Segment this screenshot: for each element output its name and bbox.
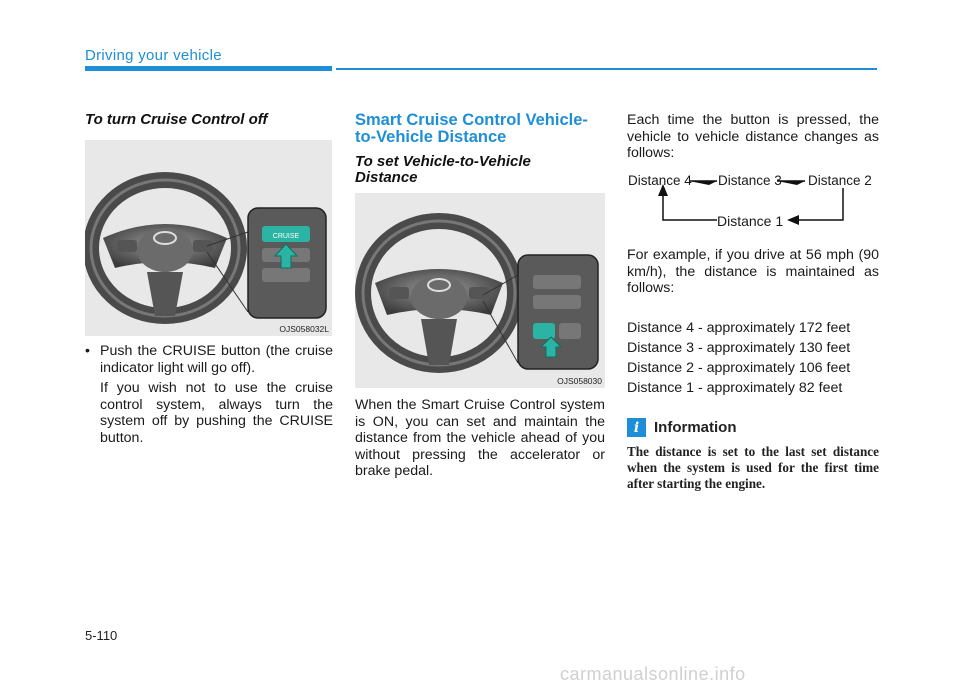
watermark: carmanualsonline.info [560,664,746,684]
steering-wheel-illustration-2 [355,193,605,388]
set-distance-heading-line2: Distance [355,169,418,186]
steering-wheel-figure-cruise-off [85,140,332,336]
distance-cycle-diagram [627,170,882,232]
distance-value-3: Distance 3 - approximately 130 feet [627,340,851,356]
header-rule-thick [85,66,332,71]
distance-2-label: Distance 2 [808,173,872,188]
scc-paragraph: When the Smart Cruise Control system is ON, you can set and maintain the distance from the vehicle ahead of you without pressing the accelerator or brake pedal. [355,397,605,479]
distance-value-2: Distance 2 - approximately 106 feet [627,360,851,376]
distance-intro: Each time the button is pressed, the vehicle to vehicle distance changes as follows: [627,112,879,161]
bullet-marker: • [85,343,90,359]
info-text: The distance is set to the last set distance when the system is used for the first time after starting the engine. [627,444,879,491]
distance-values-list [627,318,850,398]
info-title: Information [654,419,737,436]
steering-wheel-illustration [85,140,332,336]
steering-wheel-figure-distance [355,193,605,388]
cruise-off-heading: To turn Cruise Control off [85,111,268,128]
cruise-off-paragraph: If you wish not to use the cruise control system, always turn the system off by pushing the CRUISE button. [100,380,333,446]
bullet-push-cruise: Push the CRUISE button (the cruise indicator light will go off). [100,343,333,376]
distance-4-label: Distance 4 [628,173,692,188]
distance-example: For example, if you drive at 56 mph (90 km/h), the distance is maintained as follows: [627,247,879,296]
section-title: Driving your vehicle [85,47,222,64]
cruise-button-label: CRUISE [272,233,300,240]
distance-1-label: Distance 1 [717,213,784,229]
set-distance-heading-line1: To set Vehicle-to-Vehicle [355,153,531,170]
page-number: 5-110 [85,628,118,643]
distance-value-1: Distance 1 - approximately 82 feet [627,380,843,396]
figure-code-2: OJS058030 [557,376,602,386]
scc-heading-line1: Smart Cruise Control Vehicle- [355,111,588,129]
scc-heading-line2: to-Vehicle Distance [355,128,507,146]
distance-3-label: Distance 3 [718,173,782,188]
info-icon: i [627,418,646,437]
header-rule-thin [336,68,877,70]
distance-value-4: Distance 4 - approximately 172 feet [627,320,851,336]
figure-code-1: OJS058032L [279,324,329,334]
